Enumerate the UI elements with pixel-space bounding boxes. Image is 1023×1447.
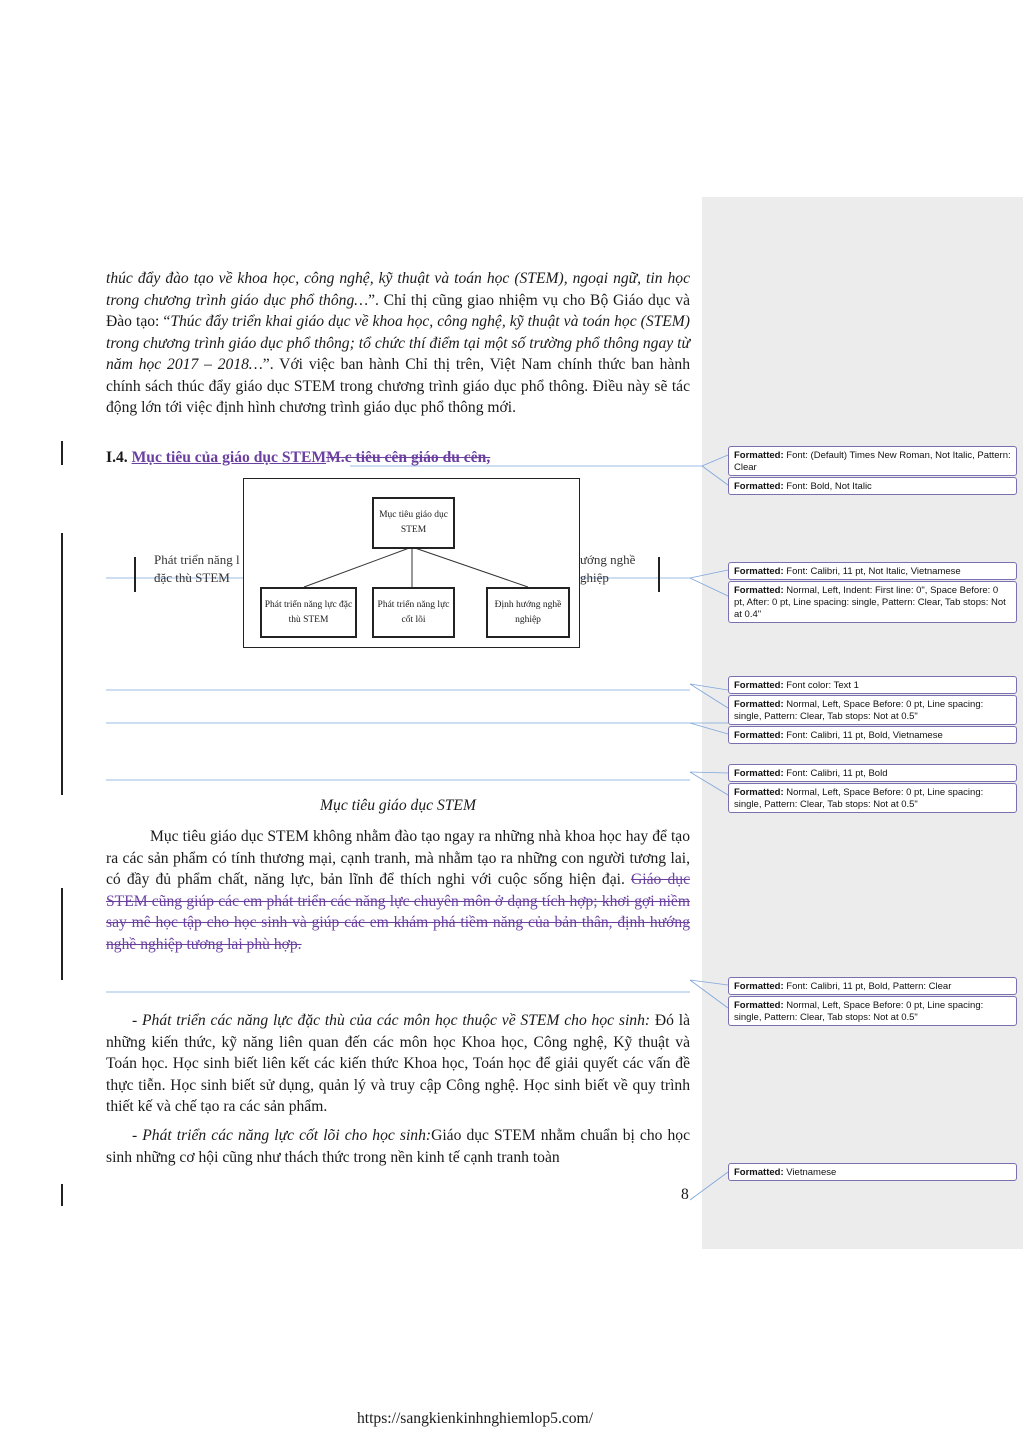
change-bar (61, 533, 63, 795)
heading-inserted-text: Mục tiêu của giáo dục STEM (131, 449, 327, 466)
comment-label: Formatted: (734, 585, 784, 596)
goals-diagram (243, 478, 580, 648)
paragraph-intro (106, 268, 690, 419)
comment-label: Formatted: (734, 787, 784, 798)
comment-label: Formatted: (734, 1167, 784, 1178)
comment-text: Font: (Default) Times New Roman, Not Italic, Pattern: Clear (734, 450, 1011, 473)
format-comment[interactable] (728, 676, 1017, 694)
section-heading (106, 449, 490, 467)
deleted-text: Giáo dục STEM cũng giúp các em phát triển các năng lực chuyên môn ở dạng tích hợp; khơi gợi niềm say mê học tập cho học sinh và giúp các em khám phá tiềm năng của bản thân, định hướng nghề nghiệp tương lai phù hợp. (106, 871, 690, 953)
comment-text: Normal, Left, Indent: First line: 0", Space Before: 0 pt, After: 0 pt, Line spacing: single, Pattern: Clear, Tab stops: Not at 0.4" (734, 585, 1006, 620)
comment-text: Normal, Left, Space Before: 0 pt, Line spacing: single, Pattern: Clear, Tab stops: Not at 0.5" (734, 699, 984, 722)
comment-label: Formatted: (734, 481, 784, 492)
format-comment[interactable] (728, 764, 1017, 782)
paragraph-specific-competencies (106, 1010, 690, 1118)
comment-text: Normal, Left, Space Before: 0 pt, Line spacing: single, Pattern: Clear, Tab stops: Not at 0.5" (734, 1000, 984, 1023)
list-lead: Phát triển các năng lực cốt lõi cho học sinh: (142, 1127, 432, 1144)
text-segment: Đó là những kiến thức, kỹ năng liên quan đến các môn học Khoa học, Công nghệ, Kỹ thuật và Toán học. Học sinh biết liên kết các kiến thức Khoa học, Toán học để giải quyết các vấn đề thực tiễn. Học sinh biết sử dụng, quản lý và truy cập Công nghệ. Học sinh biết về quy trình thiết kế và chế tạo ra các sản phẩm. (106, 1012, 690, 1115)
diagram-child-node: Phát triển năng lực cốt lõi (372, 587, 455, 638)
comment-label: Formatted: (734, 680, 784, 691)
text-segment: ”. Với việc ban hành Chỉ thị trên, Việt Nam chính thức ban hành chính sách thúc đẩy giáo dục STEM trong chương trình giáo dục phổ thông. Điều này sẽ tác động lớn tới việc định hình chương trình giáo dục phổ thông mới. (106, 356, 690, 416)
comment-label: Formatted: (734, 450, 784, 461)
comment-text: Font color: Text 1 (783, 680, 859, 691)
list-dash: - (132, 1127, 143, 1144)
paragraph-goals (106, 826, 690, 955)
format-comment[interactable] (728, 1163, 1017, 1181)
diagram-child-node: Định hướng nghề nghiệp (486, 587, 570, 638)
change-bar (61, 888, 63, 980)
comment-label: Formatted: (734, 566, 784, 577)
comment-label: Formatted: (734, 1000, 784, 1011)
format-comment[interactable] (728, 581, 1017, 623)
ghost-bracket-left (134, 557, 136, 592)
ghost-text-left: Phát triển năng l đặc thù STEM (154, 552, 240, 585)
change-bar (61, 1184, 63, 1206)
format-comment[interactable] (728, 695, 1017, 725)
text-segment: Mục tiêu giáo dục STEM không nhằm đào tạo ngay ra những nhà khoa học hay để tạo ra các sản phẩm có tính thương mại, cạnh tranh, mà nhằm tạo ra những con người tương lai, có đầy đủ phẩm chất, năng lực, bản lĩnh để thích nghi với cuộc sống hiện đại. (106, 828, 690, 888)
comment-text: Font: Calibri, 11 pt, Bold, Pattern: Clear (783, 981, 952, 992)
comment-text: Font: Calibri, 11 pt, Not Italic, Vietnamese (783, 566, 961, 577)
page-number: 8 (681, 1186, 689, 1203)
text-segment: Giáo dục STEM nhằm chuẩn bị cho học sinh những cơ hội cũng như thách thức trong nền kinh tế cạnh tranh toàn (106, 1127, 690, 1166)
format-comment[interactable] (728, 562, 1017, 580)
comment-label: Formatted: (734, 981, 784, 992)
text-segment: ”. Chỉ thị cũng giao nhiệm vụ cho Bộ Giáo dục và Đào tạo: “ (106, 291, 690, 330)
text-segment: thúc đẩy đào tạo về khoa học, công nghệ, kỹ thuật và toán học (STEM), ngoại ngữ, tin học trong chương trình giáo dục phổ thông… (106, 270, 690, 309)
ghost-bracket-right (658, 557, 660, 592)
diagram-child-node: Phát triển năng lực đặc thù STEM (260, 587, 357, 638)
text-segment: Thúc đẩy triển khai giáo dục về khoa học, công nghệ, kỹ thuật và toán học (STEM) trong chương trình giáo dục phổ thông; tổ chức thí điểm tại một số trường phổ thông ngay từ năm học 2017 – 2018… (106, 313, 690, 373)
figure-caption: Mục tiêu giáo dục STEM (320, 797, 476, 814)
format-comment[interactable] (728, 726, 1017, 744)
format-comment[interactable] (728, 977, 1017, 995)
ghost-text-right: ướng nghề ghiệp (580, 552, 636, 585)
list-lead: Phát triển các năng lực đặc thù của các môn học thuộc về STEM cho học sinh: (142, 1012, 651, 1029)
change-bar (61, 441, 63, 465)
comment-text: Normal, Left, Space Before: 0 pt, Line spacing: single, Pattern: Clear, Tab stops: Not at 0.5" (734, 787, 984, 810)
format-comment[interactable] (728, 783, 1017, 813)
comment-text: Font: Bold, Not Italic (783, 481, 872, 492)
paragraph-core-competencies (106, 1125, 690, 1168)
comment-label: Formatted: (734, 768, 784, 779)
format-comment[interactable] (728, 477, 1017, 495)
diagram-root-node: Mục tiêu giáo dục STEM (372, 497, 455, 549)
format-comment[interactable] (728, 446, 1017, 476)
list-dash: - (132, 1012, 142, 1029)
comment-text: Font: Calibri, 11 pt, Bold, Vietnamese (783, 730, 943, 741)
comment-label: Formatted: (734, 699, 784, 710)
format-comment[interactable] (728, 996, 1017, 1026)
comment-text: Font: Calibri, 11 pt, Bold (783, 768, 888, 779)
comment-label: Formatted: (734, 730, 784, 741)
heading-number: I.4. (106, 449, 128, 466)
heading-deleted-text: M.c tiêu cên giáo du cên, (326, 449, 491, 466)
footer-url[interactable]: https://sangkienkinhnghiemlop5.com/ (356, 1410, 594, 1427)
comment-text: Vietnamese (783, 1167, 837, 1178)
